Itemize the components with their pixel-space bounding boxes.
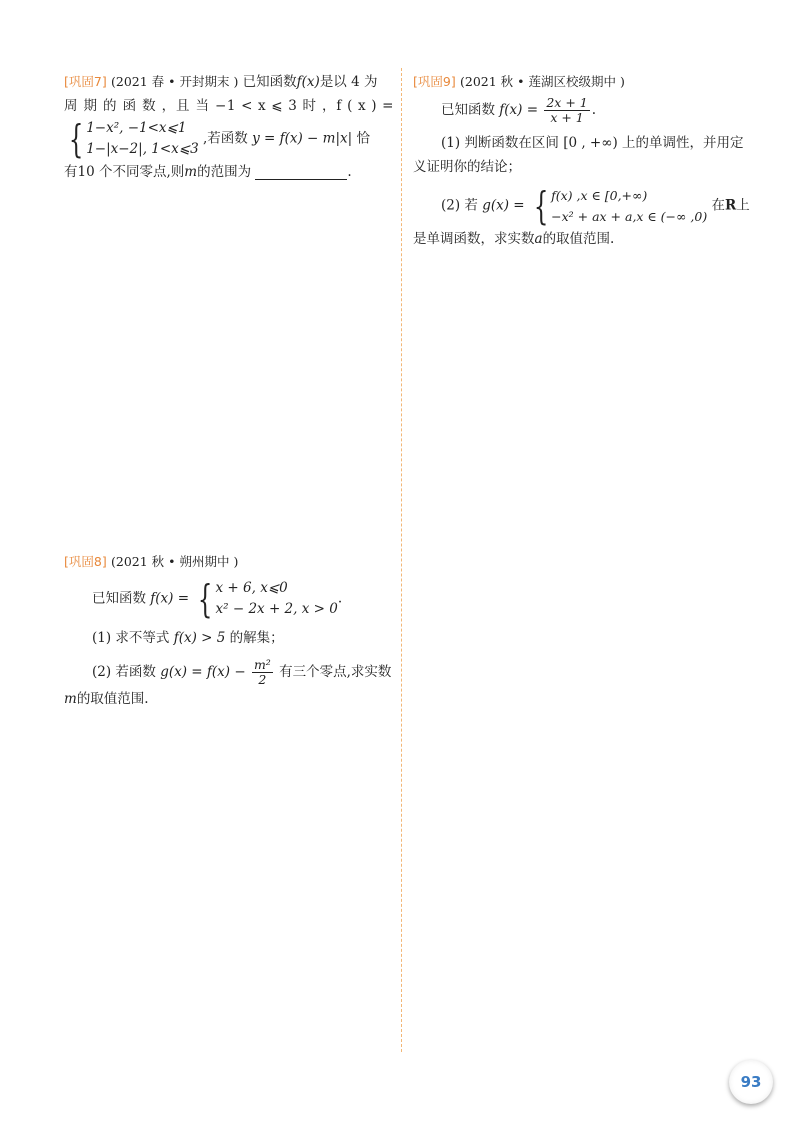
problem-8-fraction	[252, 658, 273, 687]
problem-8-case-1: x + 6, x⩽0	[215, 580, 288, 596]
problem-7-case-2: 1−|x−2|, 1<x⩽3	[86, 141, 199, 157]
problem-7-line2: 周 期 的 函 数 ，且 当 −1 < x ⩽ 3 时 ，f ( x ) =	[64, 98, 394, 114]
problem-7-line4b: 的范围为	[197, 164, 252, 180]
problem-8-q2a: (2) 若函数	[92, 664, 156, 680]
problem-9-tag: [巩固9]	[413, 74, 456, 89]
problem-9-intro: 已知函数	[441, 102, 495, 118]
problem-9-fraction	[544, 96, 589, 125]
problem-8	[64, 550, 394, 711]
problem-8-q2d: 的取值范围.	[76, 691, 149, 707]
problem-9-end: .	[591, 102, 597, 118]
problem-7-source: (2021 春 • 开封期末 )	[111, 74, 239, 89]
left-column	[64, 70, 394, 707]
fraction-denominator: x + 1	[550, 110, 584, 125]
fraction-numerator: 2x + 1	[546, 95, 588, 110]
problem-7-line4a: 有10 个不同零点,则	[64, 164, 185, 180]
problem-9-q1b: 义证明你的结论；	[413, 159, 521, 175]
problem-9	[413, 70, 750, 251]
answer-blank[interactable]	[255, 165, 347, 180]
problem-7-fx: f(x)	[296, 74, 320, 90]
problem-9-source: (2021 秋 • 莲湖区校级期中 )	[460, 74, 625, 89]
problem-7-text-b: 是以 4 为	[319, 74, 378, 90]
left-brace: {	[198, 577, 213, 621]
problem-9-q1: (1) 判断函数在区间 [0 , +∞) 上的单调性，并用定	[441, 135, 744, 151]
problem-8-q2c: 有三个零点,求实数	[279, 664, 392, 680]
problem-8-intro: 已知函数	[92, 590, 146, 607]
problem-9-q2a: (2) 若	[441, 197, 478, 214]
problem-9-piecewise	[529, 185, 707, 227]
problem-9-q2b: 在	[711, 197, 725, 214]
problem-9-q2e: 的取值范围.	[542, 231, 615, 247]
problem-9-R: R	[725, 197, 737, 214]
problem-9-case-2: −x² + ax + a,x ∈ (−∞ ,0)	[551, 209, 708, 224]
problem-9-q2d: 是单调函数，求实数	[413, 231, 535, 247]
problem-8-tag: [巩固8]	[64, 554, 107, 569]
problem-9-a: a	[534, 231, 543, 247]
problem-8-end: .	[337, 590, 343, 607]
problem-7-line4c: .	[347, 164, 352, 180]
problem-7-text-d: 恰	[356, 130, 370, 147]
problem-8-m: m	[64, 691, 77, 707]
problem-7-piecewise	[64, 118, 199, 160]
problem-8-piecewise	[193, 578, 337, 620]
problem-7	[64, 70, 394, 184]
problem-7-text-c: ,若函数	[203, 130, 248, 147]
left-brace: {	[68, 117, 84, 161]
right-column	[413, 70, 750, 251]
problem-9-gx: g(x) =	[482, 197, 525, 214]
problem-7-tag: [巩固7]	[64, 74, 107, 89]
problem-8-source: (2021 秋 • 朔州期中 )	[111, 554, 239, 569]
problem-8-q1a: (1) 求不等式	[92, 630, 170, 646]
problem-8-case-2: x² − 2x + 2, x > 0	[215, 601, 338, 617]
left-brace: {	[533, 184, 549, 228]
column-divider	[401, 68, 402, 1052]
problem-8-q1b: f(x) > 5	[173, 630, 226, 646]
problem-9-fx: f(x) =	[499, 102, 539, 118]
problem-7-case-1: 1−x², −1<x⩽1	[86, 120, 187, 136]
problem-9-case-1: f(x) ,x ∈ [0,+∞)	[551, 188, 648, 203]
page-number-badge: 93	[729, 1060, 773, 1104]
problem-8-q1c: 的解集；	[229, 630, 284, 646]
problem-7-equation: y = f(x) − m|x|	[252, 130, 353, 147]
fraction-numerator: m²	[253, 657, 271, 672]
problem-8-q2b: g(x) = f(x) −	[160, 664, 246, 680]
problem-7-m: m	[184, 164, 198, 180]
problem-7-text-a: 已知函数	[242, 74, 297, 90]
problem-8-fx: f(x) =	[150, 590, 190, 607]
fraction-denominator: 2	[258, 672, 267, 687]
problem-9-q2c: 上	[736, 197, 750, 214]
